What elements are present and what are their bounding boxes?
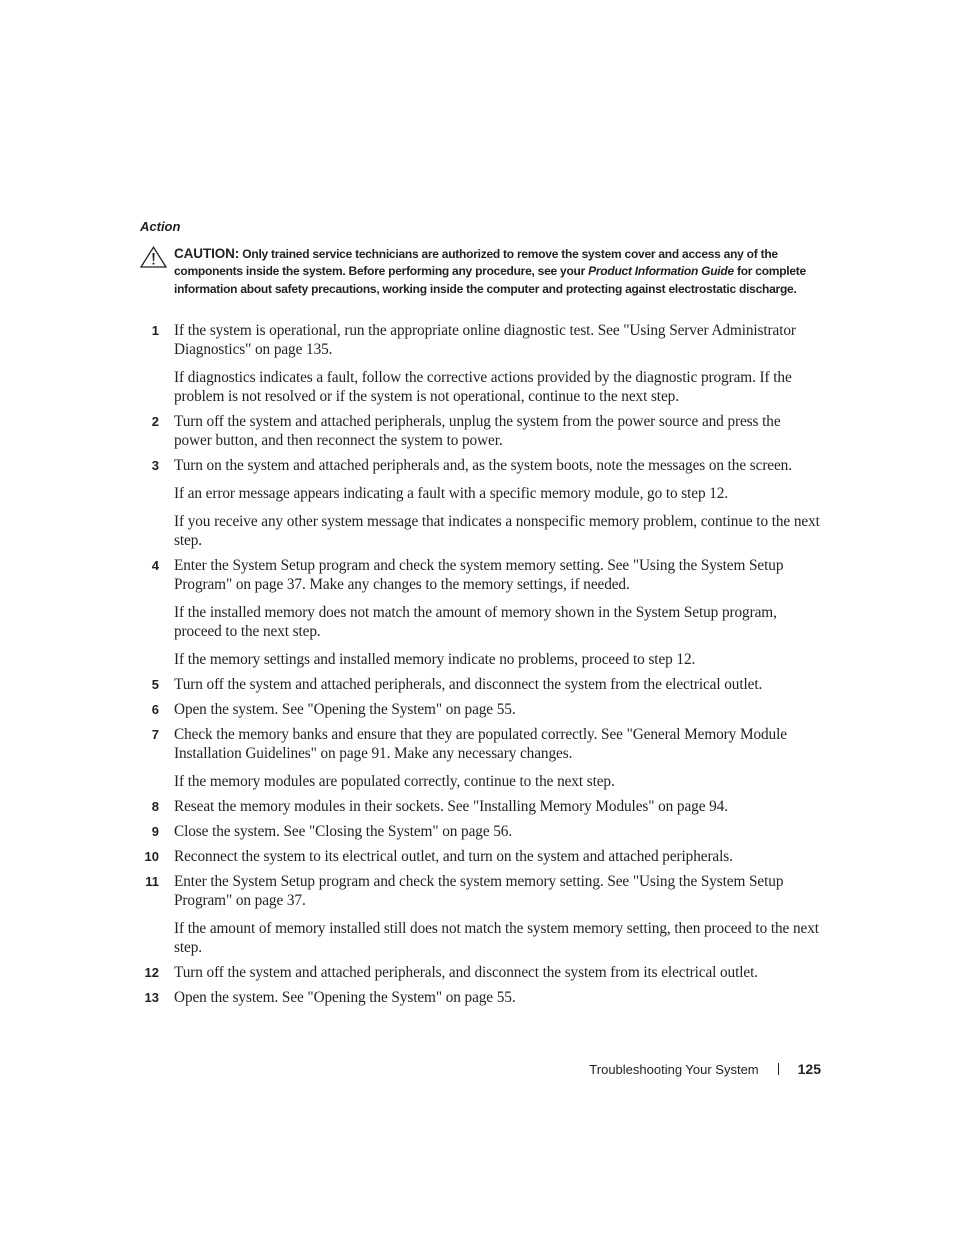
step-number: 6 [151, 702, 159, 717]
step-paragraph: Turn on the system and attached peripherals and, as the system boots, note the messages on the screen. [174, 457, 792, 474]
step-paragraph: Close the system. See "Closing the System" on page 56. [174, 823, 513, 840]
warning-triangle-icon [140, 246, 167, 268]
step-item [140, 797, 820, 816]
step-number: 2 [151, 414, 159, 429]
step-paragraph: If you receive any other system message that indicates a nonspecific memory problem, continue to the next step. [174, 513, 820, 549]
step-item [140, 556, 820, 669]
step-paragraph: Reseat the memory modules in their sockets. See "Installing Memory Modules" on page 94. [174, 798, 728, 815]
step-paragraph: Enter the System Setup program and check the system memory setting. See "Using the System Setup Program" on page 37. Make any changes to the memory settings, if needed. [174, 557, 784, 593]
step-paragraph: Turn off the system and attached peripherals, unplug the system from the power source and press the power button, and then reconnect the system to power. [174, 413, 781, 449]
step-number: 4 [151, 558, 159, 573]
step-paragraph: If an error message appears indicating a fault with a specific memory module, go to step 12. [174, 485, 729, 502]
step-number: 11 [145, 874, 159, 889]
step-number: 1 [151, 323, 159, 338]
step-item [140, 988, 820, 1007]
step-number: 10 [144, 849, 159, 864]
step-item [140, 847, 820, 866]
step-item [140, 963, 820, 982]
step-number: 13 [144, 990, 159, 1005]
caution-text-before: Only trained service technicians are authorized to remove the system cover and access any of the components inside the system. Before performing any procedure, see your [174, 247, 778, 279]
step-paragraph: Turn off the system and attached peripherals, and disconnect the system from its electrical outlet. [174, 964, 758, 981]
step-item [140, 872, 820, 957]
step-paragraph: If the system is operational, run the appropriate online diagnostic test. See "Using Server Administrator Diagnostics" on page 135. [174, 322, 796, 358]
caution-text [174, 245, 820, 298]
step-paragraph: If diagnostics indicates a fault, follow the corrective actions provided by the diagnostic program. If the problem is not resolved or if the system is not operational, continue to the next step. [174, 369, 792, 405]
step-number: 8 [151, 799, 159, 814]
step-paragraph: Enter the System Setup program and check the system memory setting. See "Using the System Setup Program" on page 37. [174, 873, 784, 909]
caution-notice [140, 245, 820, 298]
step-paragraph: Turn off the system and attached peripherals, and disconnect the system from the electrical outlet. [174, 676, 763, 693]
step-paragraph: Open the system. See "Opening the System" on page 55. [174, 989, 516, 1006]
section-heading: Action [140, 219, 181, 234]
step-paragraph: If the amount of memory installed still does not match the system memory setting, then proceed to the next step. [174, 920, 819, 956]
step-number: 5 [151, 677, 159, 692]
step-paragraph: If the memory modules are populated correctly, continue to the next step. [174, 773, 615, 790]
footer-chapter-title: Troubleshooting Your System [589, 1061, 759, 1077]
step-number: 9 [151, 824, 159, 839]
step-item [140, 456, 820, 550]
guide-title: Product Information Guide [588, 264, 734, 279]
step-item [140, 675, 820, 694]
step-item [140, 725, 820, 791]
step-number: 12 [144, 965, 159, 980]
page-number: 125 [797, 1061, 821, 1077]
step-number: 7 [151, 727, 159, 742]
procedure-steps [140, 321, 820, 1013]
step-paragraph: If the memory settings and installed memory indicate no problems, proceed to step 12. [174, 651, 696, 668]
step-item [140, 822, 820, 841]
step-paragraph: If the installed memory does not match the amount of memory shown in the System Setup program, proceed to the next step. [174, 604, 777, 640]
caution-label: CAUTION: [174, 246, 240, 261]
step-paragraph: Check the memory banks and ensure that they are populated correctly. See "General Memory Module Installation Guidelines" on page 91. Make any necessary changes. [174, 726, 787, 762]
step-item [140, 412, 820, 450]
step-number: 3 [151, 458, 159, 473]
footer-divider [778, 1063, 779, 1075]
step-paragraph: Reconnect the system to its electrical outlet, and turn on the system and attached peripherals. [174, 848, 733, 865]
page-footer [589, 1061, 821, 1077]
step-paragraph: Open the system. See "Opening the System" on page 55. [174, 701, 516, 718]
caution-text-after: for complete information about safety precautions, working inside the computer and protecting against electrostatic discharge. [174, 264, 806, 296]
step-item [140, 321, 820, 406]
step-item [140, 700, 820, 719]
